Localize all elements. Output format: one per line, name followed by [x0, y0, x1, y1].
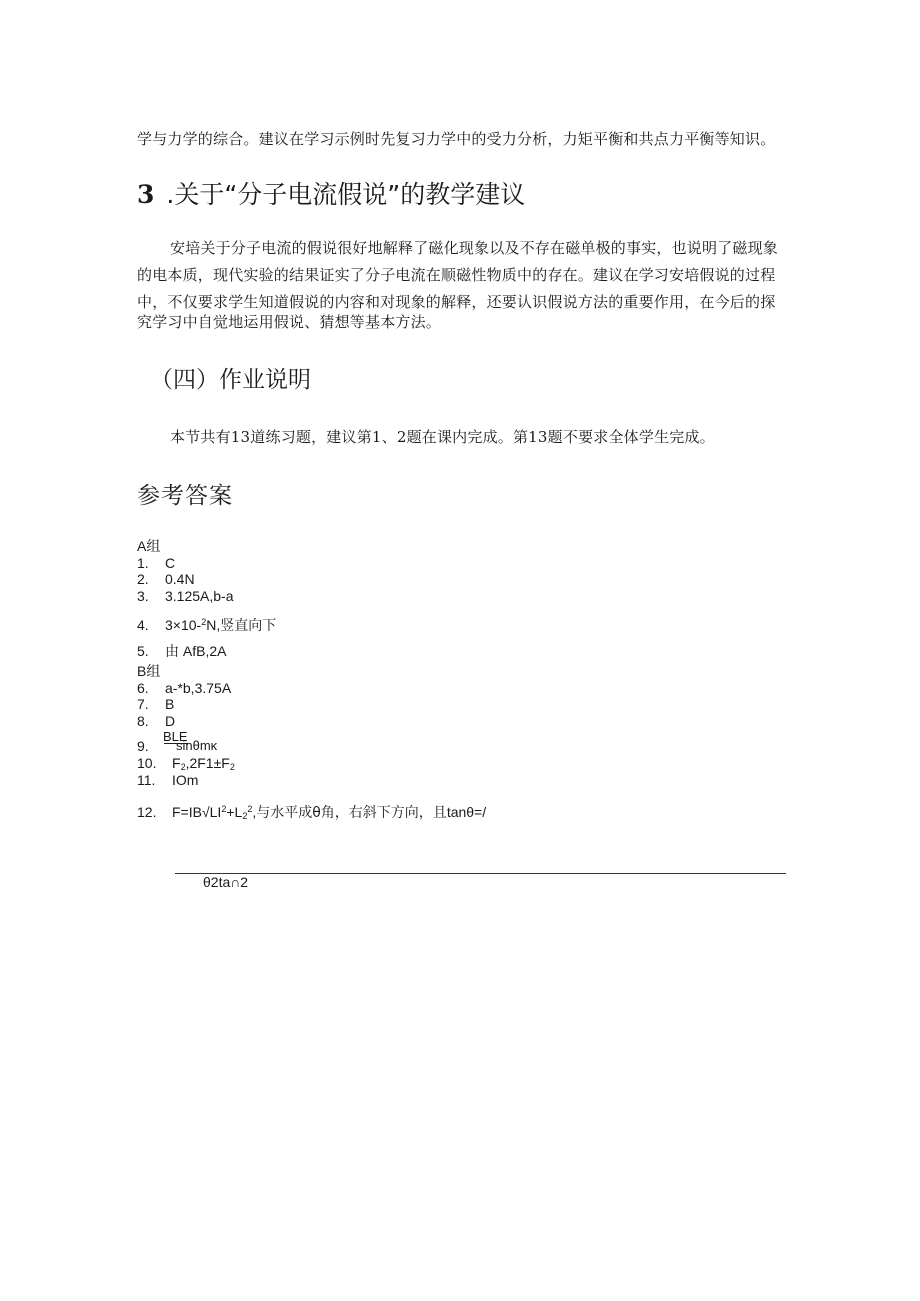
answer-value: 0.4N — [165, 571, 195, 587]
group-b-label — [137, 663, 160, 679]
answer-number: 10. — [137, 755, 157, 771]
answer-exponent: 2 — [247, 804, 253, 814]
group-b-text: B组 — [137, 663, 161, 679]
answer-number: 7. — [137, 696, 149, 712]
answer-value-comma: , — [252, 804, 257, 820]
answer-value: AfB,2A — [182, 643, 227, 659]
answer-value: D — [165, 713, 176, 729]
answer-item — [137, 772, 198, 788]
answer-value: IOm — [172, 772, 199, 788]
answer-subscript: 2 — [229, 762, 235, 772]
answers-heading: 参考答案 — [137, 483, 233, 509]
answer-value: F — [172, 755, 181, 771]
answer-value-unit: N, — [206, 617, 221, 633]
fraction-numerator: BLE — [163, 729, 188, 744]
answer-value-tan: tanθ=/ — [446, 804, 487, 820]
answer-item — [137, 571, 195, 587]
answer-item — [137, 680, 231, 696]
answer-value: B — [165, 696, 175, 712]
section-3-number: 3 — [137, 180, 155, 209]
answer-item — [137, 696, 174, 712]
answer-value-direction: 竖直向下 — [220, 618, 277, 634]
answer-value-prefix: 由 — [165, 644, 179, 660]
answer-item — [137, 713, 175, 729]
answer-item — [137, 555, 175, 571]
divider-rule — [175, 873, 786, 874]
answer-number: 9. — [137, 738, 149, 754]
fraction-denominator: sinθmκ — [176, 738, 218, 753]
section-3-paragraph-line-4: 究学习中自觉地运用假说、猜想等基本方法。 — [137, 313, 442, 331]
intro-text: 学与力学的综合。建议在学习示例时先复习力学中的受力分析，力矩平衡和共点力平衡等知识。 — [137, 130, 776, 148]
answer-subscript: 2 — [180, 762, 186, 772]
section-3-title: .关于“分子电流假说”的教学建议 — [166, 180, 526, 209]
section-3-paragraph-line-1: 安培关于分子电流的假说很好地解释了磁化现象以及不存在磁单极的事实，也说明了磁现象 — [170, 239, 779, 257]
section-3-paragraph-line-3: 中，不仅要求学生知道假说的内容和对现象的解释，还要认识假说方法的重要作用，在今后的探 — [137, 293, 776, 311]
answer-item — [137, 588, 234, 604]
answer-exponent: 2 — [221, 804, 227, 814]
answer-number: 5. — [137, 643, 149, 659]
group-a-text: A组 — [137, 538, 161, 554]
answer-number: 2. — [137, 571, 149, 587]
answer-number: 6. — [137, 680, 149, 696]
answer-value-rest: ,2F1±F — [185, 755, 230, 771]
answer-number: 12. — [137, 804, 157, 820]
answer-number: 3. — [137, 588, 149, 604]
homework-text: 本节共有13道练习题，建议第1、2题在课内完成。第13题不要求全体学生完成。 — [170, 428, 715, 446]
section-3-paragraph-line-2: 的电本质，现代实验的结果证实了分子电流在顺磁性物质中的存在。建议在学习安培假说的过程 — [137, 266, 776, 284]
section-3-heading — [137, 180, 525, 210]
answer-item — [137, 738, 165, 754]
footer-formula: θ2ta∩2 — [203, 874, 249, 890]
answer-value: C — [165, 555, 176, 571]
answer-number: 8. — [137, 713, 149, 729]
answer-value: F=IB√LI — [172, 804, 222, 820]
answer-value-description: 与水平成θ角，右斜下方向，且 — [256, 805, 447, 821]
answer-value: 3.125A,b-a — [165, 588, 234, 604]
answer-item — [137, 614, 276, 634]
answer-number: 1. — [137, 555, 149, 571]
answer-item — [137, 801, 486, 824]
answer-number: 4. — [137, 617, 149, 633]
answer-number: 11. — [137, 772, 156, 788]
answer-value: 3×10- — [165, 617, 202, 633]
answer-item — [137, 643, 226, 660]
answer-exponent: 2 — [201, 617, 207, 627]
group-a-label — [137, 538, 160, 554]
homework-heading: （四）作业说明 — [150, 367, 311, 393]
answer-value: a-*b,3.75A — [165, 680, 232, 696]
answer-subscript: 2 — [242, 811, 248, 821]
answer-value-plus: +L — [226, 804, 243, 820]
